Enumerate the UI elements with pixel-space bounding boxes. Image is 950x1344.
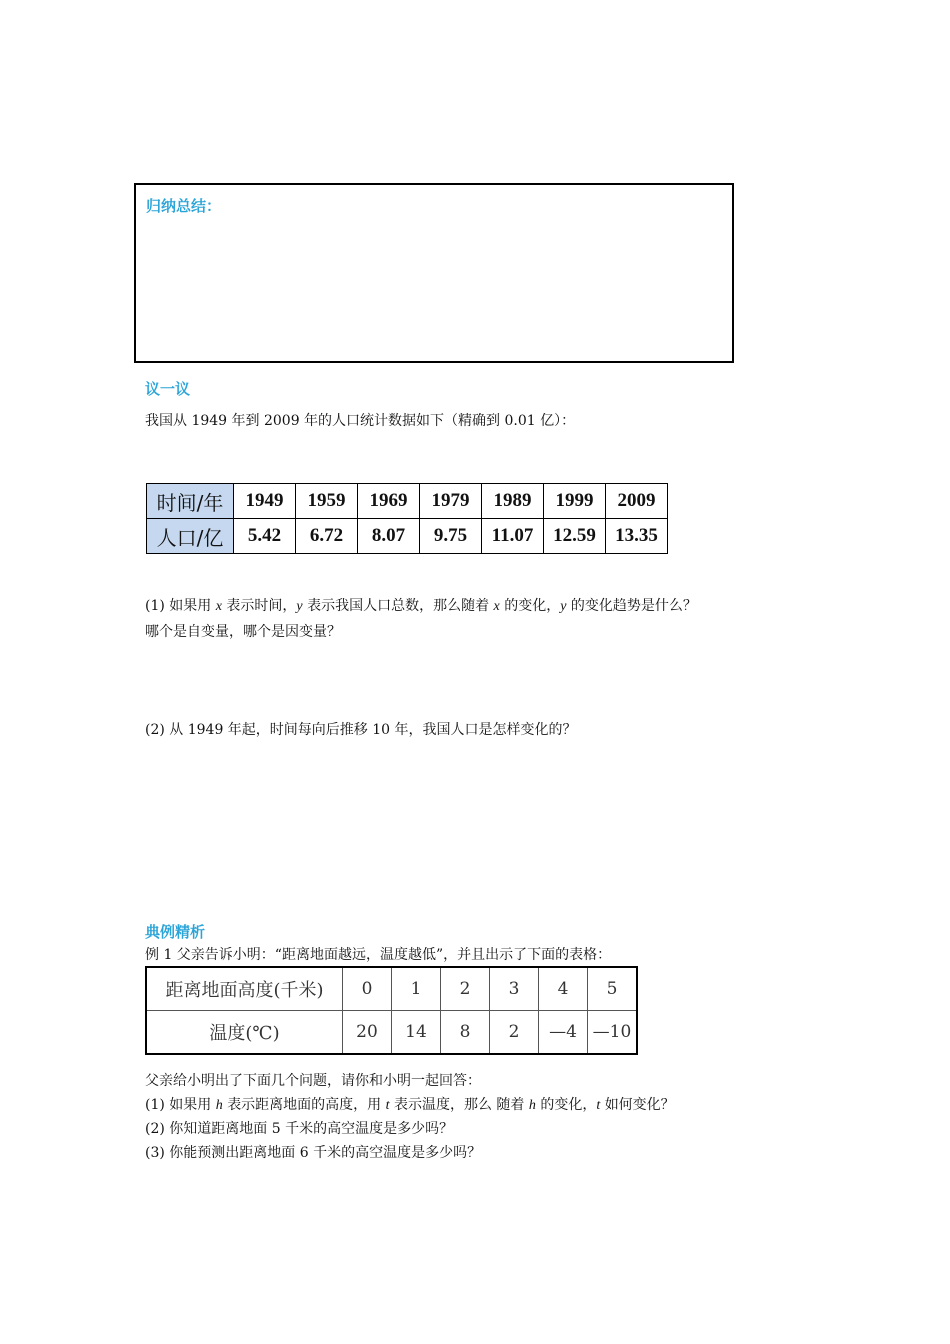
- example-intro: 例 1 父亲告诉小明：“距离地面越远，温度越低”，并且出示了下面的表格：: [145, 947, 612, 963]
- height-cell: 5: [588, 967, 638, 1011]
- q1-text: 表示距离地面的高度，用: [227, 1097, 382, 1113]
- example-lead: 父亲给小明出了下面几个问题，请你和小明一起回答：: [145, 1073, 481, 1089]
- q1-text: 如何变化？: [604, 1097, 675, 1113]
- variable-h: h: [528, 1098, 536, 1113]
- height-cell: 0: [343, 967, 392, 1011]
- year-cell: 2009: [606, 484, 668, 519]
- year-cell: 1999: [544, 484, 606, 519]
- population-cell: 11.07: [482, 519, 544, 554]
- year-cell: 1979: [420, 484, 482, 519]
- population-cell: 5.42: [234, 519, 296, 554]
- variable-y: y: [560, 599, 567, 614]
- q1-text: 的变化，: [540, 1097, 597, 1113]
- table-row: [147, 519, 668, 554]
- temperature-cell: 20: [343, 1011, 392, 1055]
- table-row: [146, 1011, 637, 1055]
- discussion-question-2: (2) 从 1949 年起，时间每向后推移 10 年，我国人口是怎样变化的？: [145, 722, 577, 738]
- year-cell: 1989: [482, 484, 544, 519]
- temperature-cell: 14: [392, 1011, 441, 1055]
- height-cell: 1: [392, 967, 441, 1011]
- population-cell: 9.75: [420, 519, 482, 554]
- temperature-cell: —10: [588, 1011, 638, 1055]
- example-heading: 典例精析: [145, 923, 206, 941]
- q1-text: 的变化趋势是什么？: [570, 598, 697, 614]
- q1-text: (1) 如果用: [145, 598, 212, 614]
- variable-h: h: [215, 1098, 223, 1113]
- table-row: [146, 967, 637, 1011]
- q1-text: 表示时间，: [226, 598, 297, 614]
- row-header-height: 距离地面高度(千米): [146, 967, 343, 1011]
- discussion-heading: 议一议: [145, 380, 191, 398]
- height-cell: 3: [490, 967, 539, 1011]
- example-question-2: (2) 你知道距离地面 5 千米的高空温度是多少吗？: [145, 1121, 454, 1137]
- example-question-3: (3) 你能预测出距离地面 6 千米的高空温度是多少吗？: [145, 1145, 482, 1161]
- population-cell: 8.07: [358, 519, 420, 554]
- discussion-question-1: [145, 593, 697, 620]
- row-header-year: 时间/年: [147, 484, 234, 519]
- variable-x: x: [493, 599, 500, 614]
- variable-t: t: [385, 1098, 390, 1113]
- variable-y: y: [296, 599, 303, 614]
- row-header-temperature: 温度(℃): [146, 1011, 343, 1055]
- population-table: [146, 483, 668, 554]
- summary-title: 归纳总结：: [146, 197, 222, 215]
- table-row: [147, 484, 668, 519]
- example-question-1: [145, 1092, 675, 1119]
- variable-t: t: [596, 1098, 601, 1113]
- temperature-cell: 2: [490, 1011, 539, 1055]
- height-cell: 4: [539, 967, 588, 1011]
- temperature-cell: —4: [539, 1011, 588, 1055]
- q1-text: 表示我国人口总数，那么随着: [307, 598, 490, 614]
- summary-box: [134, 183, 734, 363]
- population-cell: 12.59: [544, 519, 606, 554]
- discussion-intro: 我国从 1949 年到 2009 年的人口统计数据如下（精确到 0.01 亿）：: [145, 413, 576, 429]
- height-cell: 2: [441, 967, 490, 1011]
- variable-x: x: [215, 599, 222, 614]
- temperature-table: [145, 966, 638, 1055]
- discussion-question-1-line2: 哪个是自变量，哪个是因变量？: [145, 624, 341, 640]
- population-cell: 13.35: [606, 519, 668, 554]
- q1-text: 的变化，: [504, 598, 561, 614]
- temperature-cell: 8: [441, 1011, 490, 1055]
- year-cell: 1969: [358, 484, 420, 519]
- q1-text: 表示温度，那么 随着: [393, 1097, 525, 1113]
- population-cell: 6.72: [296, 519, 358, 554]
- year-cell: 1959: [296, 484, 358, 519]
- q1-text: (1) 如果用: [145, 1097, 212, 1113]
- row-header-population: 人口/亿: [147, 519, 234, 554]
- year-cell: 1949: [234, 484, 296, 519]
